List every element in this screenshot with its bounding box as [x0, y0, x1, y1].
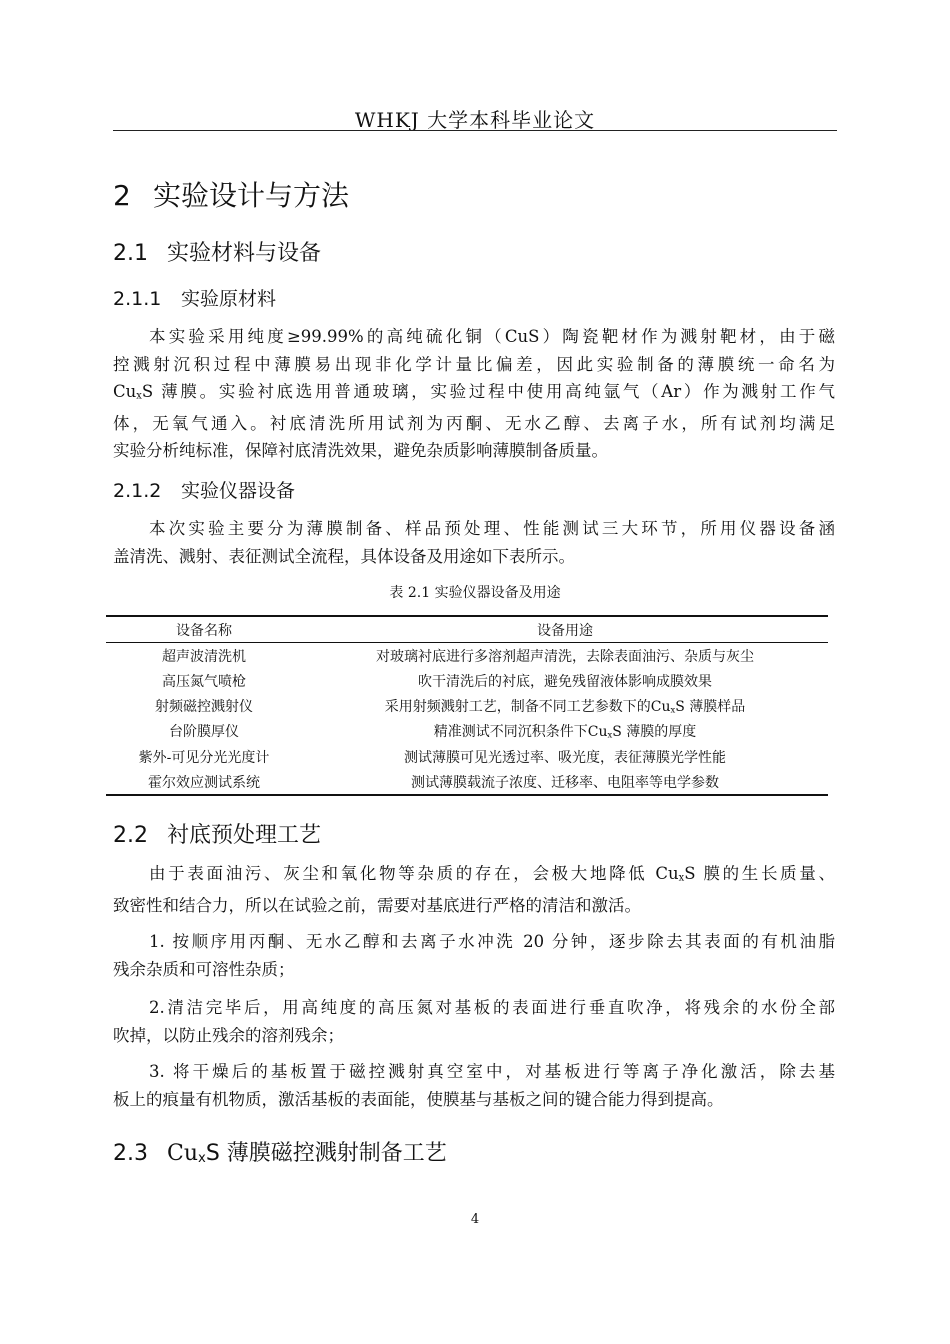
paragraph-step-2 — [113, 994, 835, 1049]
paragraph-equipment — [113, 515, 835, 570]
table-caption: 表 2.1 实验仪器设备及用途 — [389, 585, 561, 601]
table-row — [106, 719, 828, 744]
table-cell: 测试薄膜可见光透过率、吸光度，表征薄膜光学性能 — [404, 749, 726, 766]
page-header: WHKJ 大学本科毕业论文 — [354, 108, 596, 132]
table-header-cell: 设备名称 — [176, 622, 232, 639]
text-line: $Cu_xS$ 薄膜。实验衬底选用普通玻璃，实验过程中使用高纯氩气（Ar）作为溅射工作气 — [113, 382, 835, 402]
formula-subscript: x — [198, 1150, 206, 1166]
paragraph-substrate-intro — [113, 860, 835, 919]
formula-subscript: x — [678, 872, 685, 884]
table-cell: 紫外-可见分光光度计 — [138, 749, 270, 766]
text-line: 控溅射沉积过程中薄膜易出现非化学计量比偏差，因此实验制备的薄膜统一命名为 — [113, 354, 835, 374]
section-heading-2-3 — [113, 1136, 447, 1167]
subsection-title: 实验原材料 — [181, 288, 277, 310]
text-line: 致密性和结合力，所以在试验之前，需要对基底进行严格的清洁和激活。 — [113, 895, 641, 915]
section-title: S 薄膜磁控溅射制备工艺 — [205, 1141, 447, 1166]
paragraph-step-1 — [113, 928, 835, 983]
chapter-number: 2 — [113, 179, 131, 212]
formula-subscript: x — [607, 729, 613, 740]
table-cell: 精准测试不同沉积条件下$Cu_xS$ 薄膜的厚度 — [433, 724, 697, 741]
table-row — [106, 694, 828, 719]
equipment-table — [106, 615, 828, 796]
table-cell: 超声波清洗机 — [162, 648, 246, 665]
formula-base: Cu — [113, 382, 137, 401]
formula-subscript: x — [136, 390, 142, 402]
table-row — [106, 769, 828, 795]
table-header-cell: 设备用途 — [537, 622, 593, 639]
formula-base: Cu — [655, 864, 679, 883]
text-line: 吹掉，以防止残余的溶剂残余； — [113, 1025, 344, 1045]
table-row — [106, 643, 828, 669]
subsection-number: 2.1.1 — [113, 288, 162, 310]
subsection-heading-2-1-2 — [113, 476, 295, 503]
text-line: 残余杂质和可溶性杂质； — [113, 959, 295, 979]
formula-base: Cu — [587, 724, 608, 741]
chapter-title: 实验设计与方法 — [153, 179, 350, 212]
section-heading-2-1 — [113, 236, 321, 267]
text-line: 实验分析纯标准，保障衬底清洗效果，避免杂质影响薄膜制备质量。 — [113, 441, 608, 461]
table-cell: 台阶膜厚仪 — [169, 724, 239, 741]
text-line: 3. 将干燥后的基板置于磁控溅射真空室中，对基板进行等离子净化激活，除去基 — [149, 1062, 835, 1081]
table-cell: 霍尔效应测试系统 — [148, 774, 260, 791]
table-cell: 对玻璃衬底进行多溶剂超声清洗，去除表面油污、杂质与灰尘 — [376, 648, 754, 665]
section-number: 2.1 — [113, 241, 148, 266]
subsection-heading-2-1-1 — [113, 284, 276, 311]
subsection-number: 2.1.2 — [113, 480, 162, 502]
text-line: 由于表面油污、灰尘和氧化物等杂质的存在，会极大地降低 $Cu_xS$ 膜的生长质量、 — [149, 864, 835, 884]
table-cell: 射频磁控溅射仪 — [155, 699, 253, 716]
formula-base: Cu — [650, 699, 671, 716]
text-line: 本次实验主要分为薄膜制备、样品预处理、性能测试三大环节，所用仪器设备涵 — [149, 519, 835, 538]
header-rule — [113, 130, 837, 131]
paragraph-step-3 — [113, 1058, 835, 1113]
text-line: 体，无氧气通入。衬底清洗所用试剂为丙酮、无水乙醇、去离子水，所有试剂均满足 — [113, 413, 835, 433]
table-cell: 采用射频溅射工艺，制备不同工艺参数下的$Cu_xS$ 薄膜样品 — [384, 699, 746, 716]
section-heading-2-2 — [113, 818, 321, 849]
section-title: 衬底预处理工艺 — [167, 823, 322, 848]
table-cell: 高压氮气喷枪 — [162, 673, 246, 690]
subsection-title: 实验仪器设备 — [181, 480, 296, 502]
formula-subscript: x — [670, 704, 676, 715]
section-number: 2.2 — [113, 823, 148, 848]
page-number: 4 — [470, 1212, 480, 1227]
table-row — [106, 744, 828, 769]
paragraph-raw-materials — [113, 323, 835, 465]
table-header-row — [106, 616, 828, 643]
section-number: 2.3 — [113, 1141, 148, 1166]
text-line: 2.清洁完毕后，用高纯度的高压氮对基板的表面进行垂直吹净，将残余的水份全部 — [149, 998, 835, 1017]
text-line: 盖清洗、溅射、表征测试全流程，具体设备及用途如下表所示。 — [113, 546, 575, 566]
section-title: 实验材料与设备 — [167, 241, 322, 266]
table-cell: 测试薄膜载流子浓度、迁移率、电阻率等电学参数 — [411, 774, 719, 791]
table-cell: 吹干清洗后的衬底，避免残留液体影响成膜效果 — [418, 673, 712, 690]
text-line: 本实验采用纯度≥99.99%的高纯硫化铜（CuS）陶瓷靶材作为溅射靶材，由于磁 — [149, 327, 835, 346]
text-line: 板上的痕量有机物质，激活基板的表面能，使膜基与基板之间的键合能力得到提高。 — [113, 1089, 724, 1109]
table-row — [106, 668, 828, 693]
formula-base: Cu — [167, 1141, 199, 1166]
text-line: 1. 按顺序用丙酮、无水乙醇和去离子水冲洗 20 分钟，逐步除去其表面的有机油脂 — [149, 932, 835, 951]
chapter-heading — [113, 174, 349, 214]
